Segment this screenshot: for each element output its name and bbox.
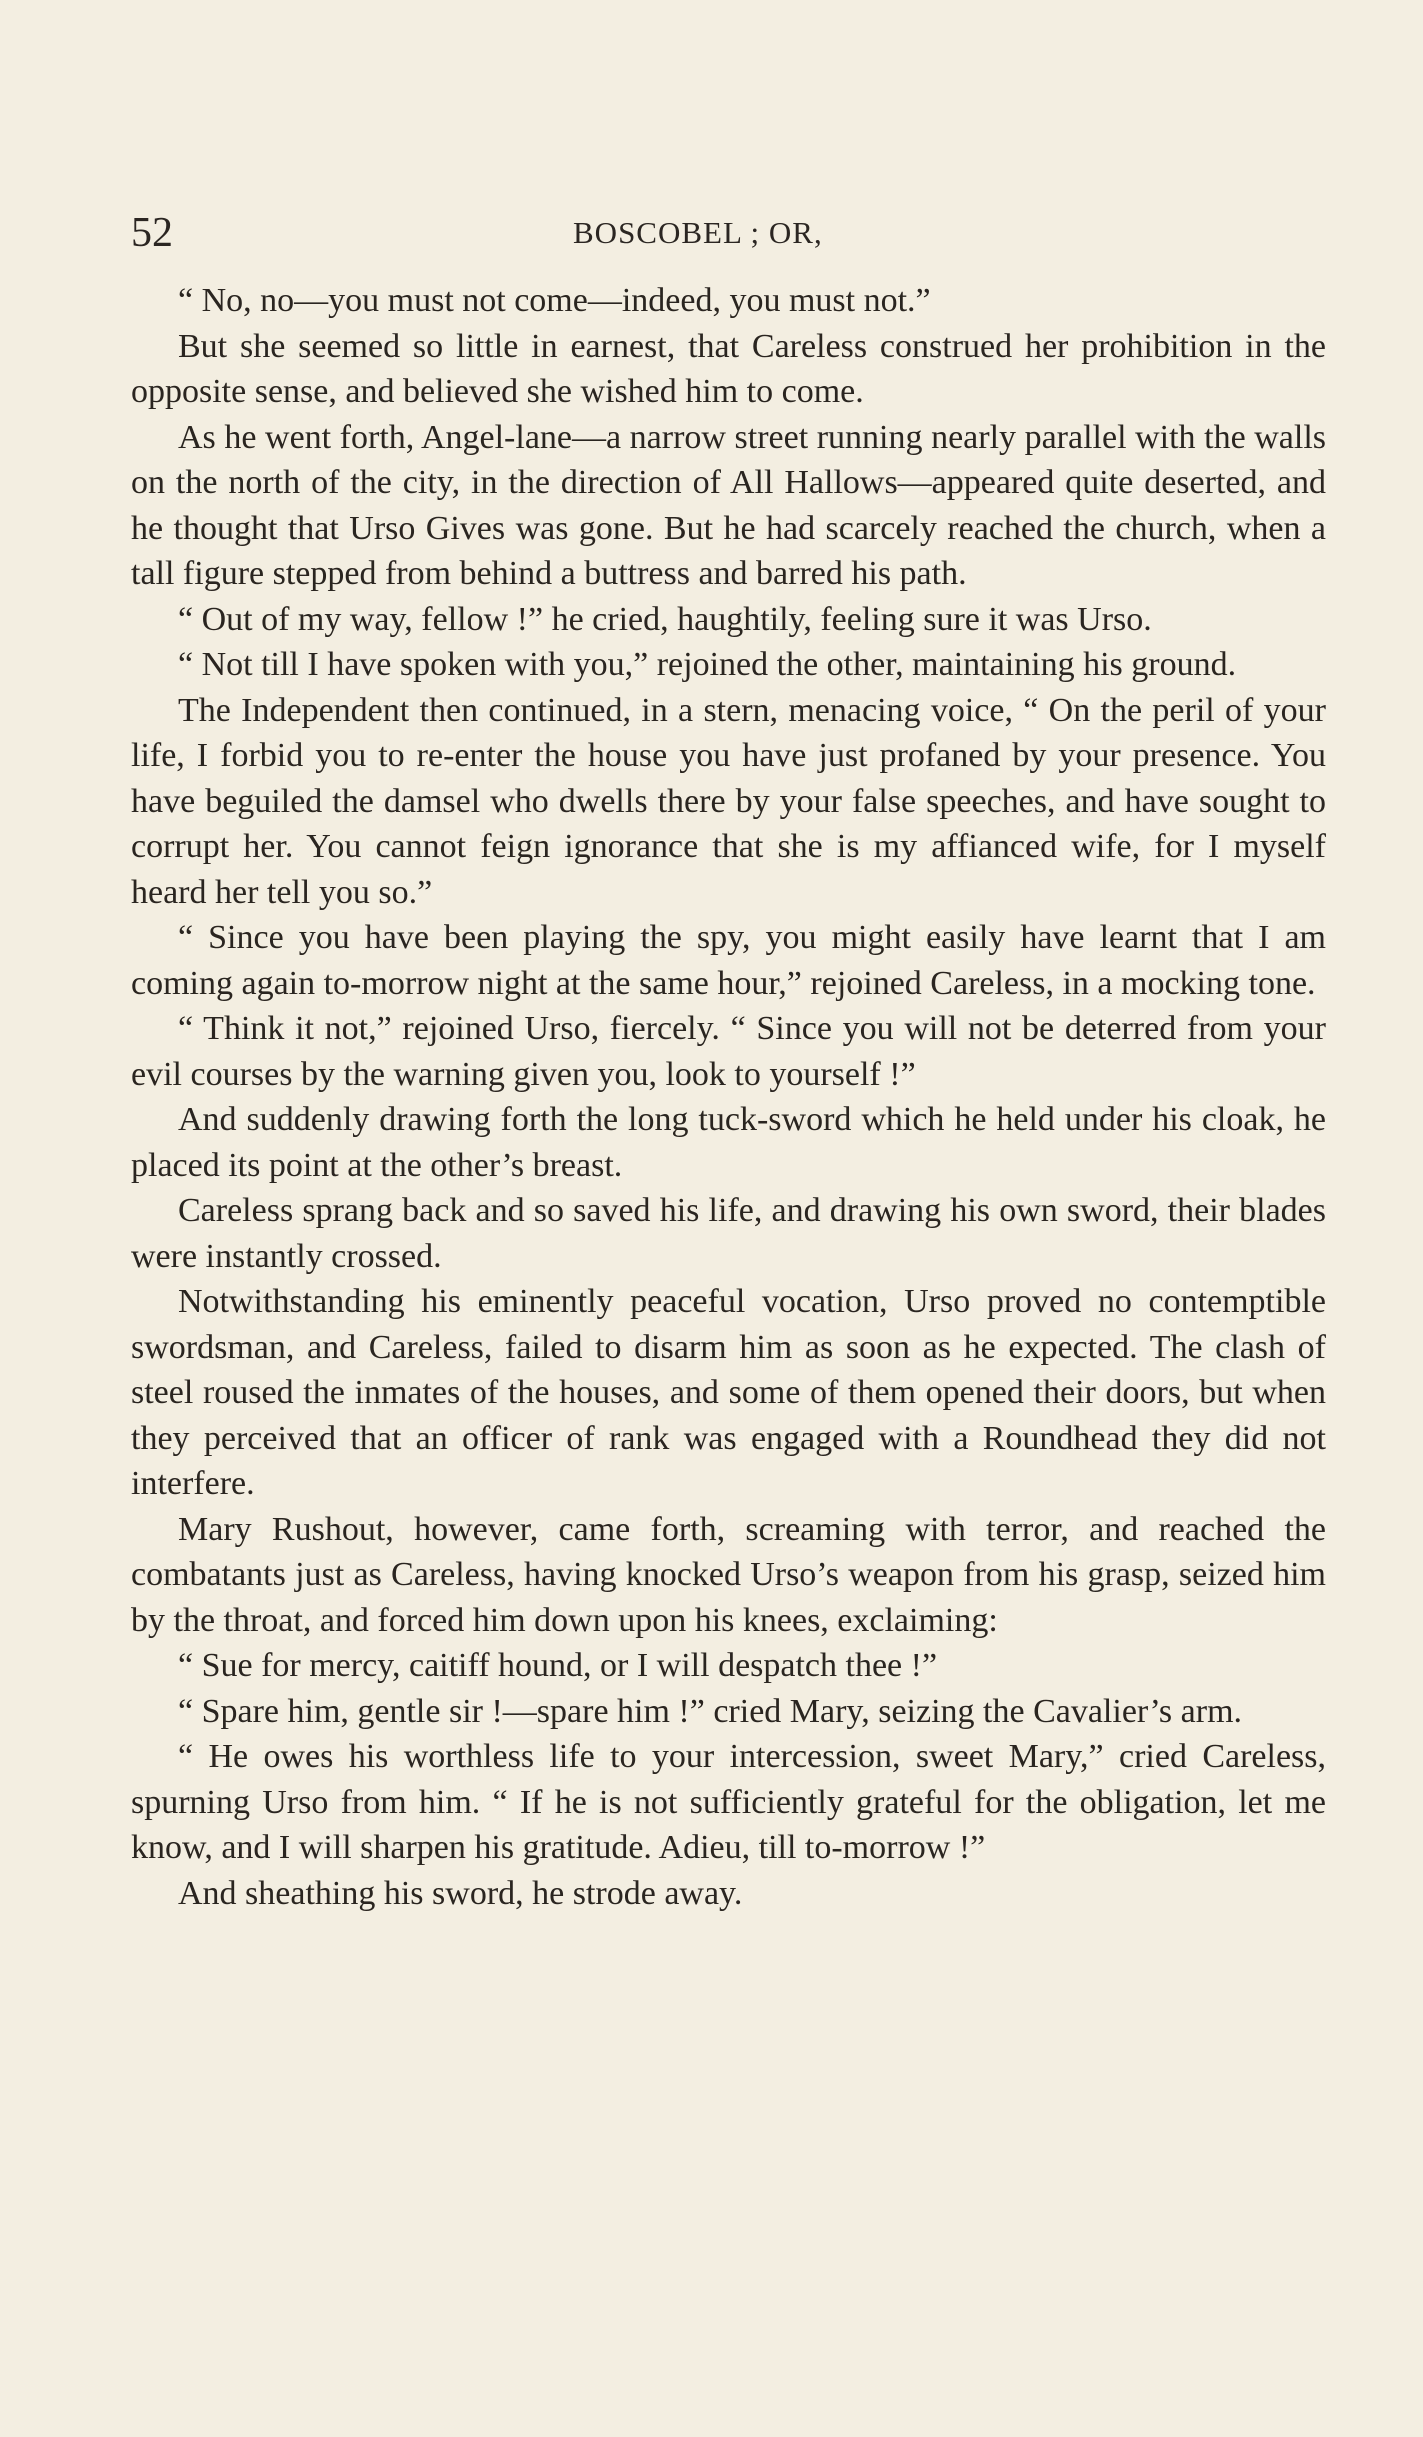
paragraph-8: “ Think it not,” rejoined Urso, fiercely. “ Since you will not be deterred from your evil courses by the warning given you, look to yourself !” [131, 1010, 1326, 1093]
paragraph-5: “ Not till I have spoken with you,” rejoined the other, maintaining his ground. [178, 646, 1237, 683]
paragraph-7: “ Since you have been playing the spy, you might easily have learnt that I am coming again to-morrow night at the same hour,” rejoined Careless, in a mocking tone. [131, 919, 1326, 1002]
paragraph-9: And suddenly drawing forth the long tuck-sword which he held under his cloak, he placed its point at the other’s breast. [131, 1101, 1326, 1184]
paragraph-12: Mary Rushout, however, came forth, screaming with terror, and reached the combatants just as Careless, having knocked Urso’s weapon from his grasp, seized him by the throat, and forced him down upon his knees, exclaiming: [131, 1510, 1326, 1639]
paragraph-16: And sheathing his sword, he strode away. [178, 1874, 743, 1912]
paragraph-15: “ He owes his worthless life to your intercession, sweet Mary,” cried Careless, spurning Urso from him. “ If he is not sufficiently grateful for the obligation, let me know, and I will sharpen his gratitude. Adieu, till to-morrow !” [131, 1738, 1326, 1866]
paragraph-3: As he went forth, Angel-lane—a narrow street running nearly parallel with the walls on the north of the city, in the direction of All Hallows—appeared quite deserted, and he thought that Urso Gives was gone. But he had scarcely reached the church, when a tall figure stepped from behind a buttress and barred his path. [131, 418, 1326, 592]
running-title: BOSCOBEL ; OR, [573, 215, 823, 250]
paragraph-4: “ Out of my way, fellow !” he cried, haughtily, feeling sure it was Urso. [178, 600, 1152, 638]
paragraph-10: Careless sprang back and so saved his life, and drawing his own sword, their blades were instantly crossed. [131, 1192, 1326, 1275]
paragraph-6: The Independent then continued, in a stern, menacing voice, “ On the peril of your life, I forbid you to re-enter the house you have just profaned by your presence. You have beguiled the damsel who dwells there by your false speeches, and have sought to corrupt her. You cannot feign ignorance that she is my affianced wife, for I myself heard her tell you so.” [131, 691, 1326, 911]
paragraph-2: But she seemed so little in earnest, that Careless construed her prohibition in the opposite sense, and believed she wished him to come. [131, 327, 1326, 410]
page-number: 52 [131, 210, 173, 256]
paragraph-13: “ Sue for mercy, caitiff hound, or I will despatch thee !” [178, 1647, 938, 1684]
paragraph-11: Notwithstanding his eminently peaceful vocation, Urso proved no contemptible swordsman, and Careless, failed to disarm him as soon as he expected. The clash of steel roused the inmates of the houses, and some of them opened their doors, but when they perceived that an officer of rank was engaged with a Roundhead they did not interfere. [131, 1283, 1326, 1502]
paragraph-1: “ No, no—you must not come—indeed, you must not.” [178, 282, 931, 319]
body-text [131, 278, 1326, 1916]
running-head [131, 205, 1326, 261]
paragraph-14: “ Spare him, gentle sir !—spare him !” cried Mary, seizing the Cavalier’s arm. [178, 1692, 1243, 1730]
